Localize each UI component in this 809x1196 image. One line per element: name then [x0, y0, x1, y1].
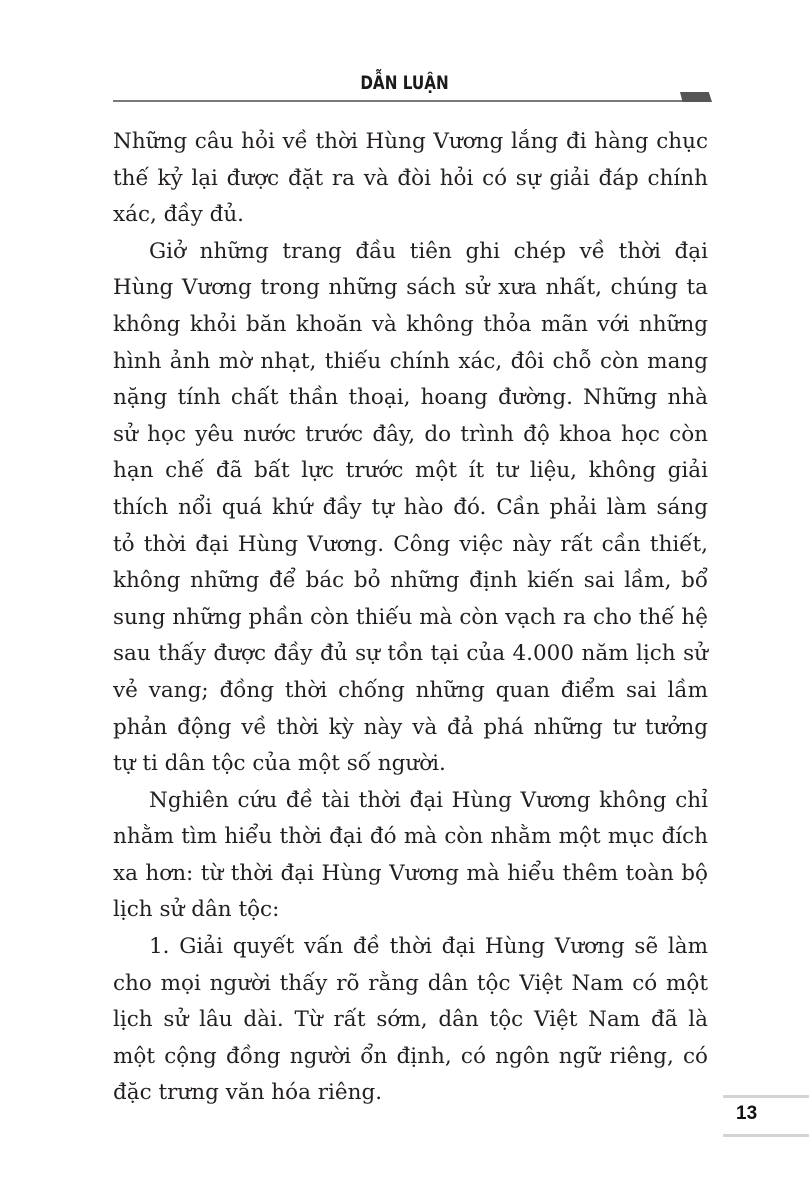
- text-line: sau thấy được đầy đủ sự tồn tại của 4.000 năm lịch sử: [113, 641, 708, 667]
- page-number: 13: [736, 1103, 758, 1124]
- text-line: thế kỷ lại được đặt ra và đòi hỏi có sự giải đáp chính: [113, 165, 708, 191]
- text-line: không những để bác bỏ những định kiến sai lầm, bổ: [113, 568, 708, 594]
- text-line: Hùng Vương trong những sách sử xưa nhất, chúng ta: [113, 275, 708, 301]
- text-line: vẻ vang; đồng thời chống những quan điểm sai lầm: [113, 677, 708, 703]
- text-line: xác, đầy đủ.: [113, 202, 245, 228]
- text-line: tự ti dân tộc của một số người.: [113, 751, 446, 777]
- text-line: nhằm tìm hiểu thời đại đó mà còn nhằm một mục đích: [113, 824, 708, 850]
- text-line: lịch sử lâu dài. Từ rất sớm, dân tộc Việt Nam đã là: [113, 1007, 708, 1033]
- text-line: không khỏi băn khoăn và không thỏa mãn với những: [113, 311, 708, 337]
- header-tab-marker: [680, 92, 712, 102]
- text-line: xa hơn: từ thời đại Hùng Vương mà hiểu thêm toàn bộ: [113, 860, 708, 886]
- text-line: tỏ thời đại Hùng Vương. Công việc này rất cần thiết,: [113, 531, 708, 557]
- text-line: hạn chế đã bất lực trước một ít tư liệu, không giải: [113, 458, 708, 484]
- text-line: đặc trưng văn hóa riêng.: [113, 1080, 383, 1106]
- page-number-box: [723, 1095, 809, 1137]
- running-header: DẪN LUẬN: [360, 72, 449, 94]
- text-line: sung những phần còn thiếu mà còn vạch ra cho thế hệ: [113, 604, 708, 630]
- text-line: cho mọi người thấy rõ rằng dân tộc Việt Nam có một: [113, 970, 708, 996]
- header-rule: [113, 100, 708, 102]
- text-line: Nghiên cứu đề tài thời đại Hùng Vương không chỉ: [149, 787, 708, 813]
- body-text: [113, 124, 708, 1112]
- text-line: hình ảnh mờ nhạt, thiếu chính xác, đôi chỗ còn mang: [113, 348, 708, 374]
- text-line: nặng tính chất thần thoại, hoang đường. Những nhà: [113, 385, 708, 411]
- text-line: một cộng đồng người ổn định, có ngôn ngữ riêng, có: [113, 1043, 708, 1069]
- text-line: Những câu hỏi về thời Hùng Vương lắng đi hàng chục: [113, 129, 708, 154]
- text-line: Giở những trang đầu tiên ghi chép về thời đại: [149, 238, 708, 264]
- text-line: thích nổi quá khứ đầy tự hào đó. Cần phải làm sáng: [113, 494, 708, 520]
- text-line: sử học yêu nước trước đây, do trình độ khoa học còn: [113, 421, 708, 447]
- text-line: phản động về thời kỳ này và đả phá những tư tưởng: [113, 714, 708, 740]
- text-line: 1. Giải quyết vấn đề thời đại Hùng Vương sẽ làm: [149, 934, 708, 960]
- text-line: lịch sử dân tộc:: [113, 897, 280, 923]
